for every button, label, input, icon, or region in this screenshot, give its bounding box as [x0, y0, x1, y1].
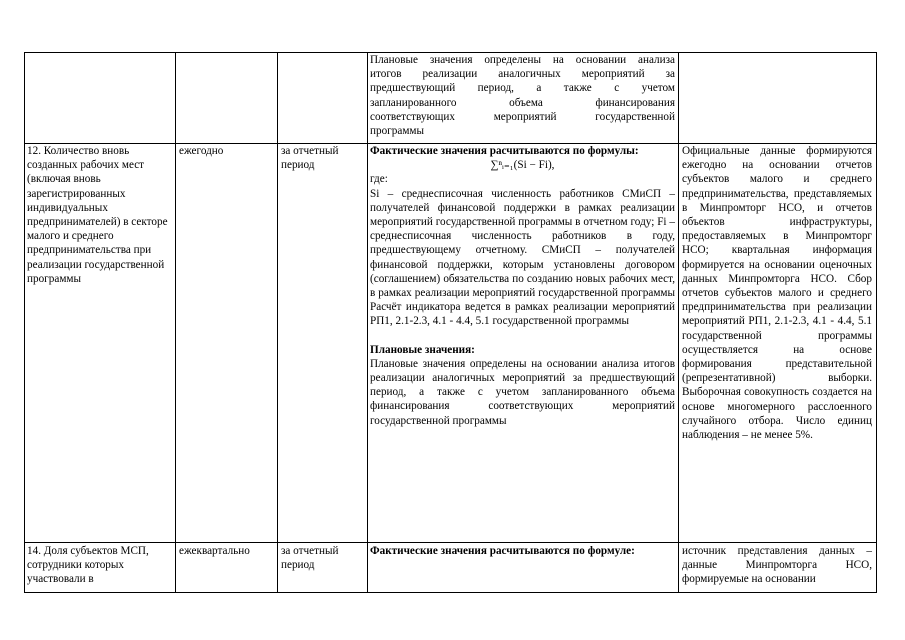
text-line: соответствующих мероприятий государственной: [370, 110, 675, 123]
data-source-12: Официальные данные формируются ежегодно на основании отчетов субъектов малого и среднего предпринимательства, представляемых в Минпромторг НСО, и отчетов объектов инфраструктуры, предоставляемых в Минпромторг НСО; квартальная информация формируется на основании оценочных данных Минпромторга НСО. Сбор отчетов субъектов малого и среднего предпринимательства при реализации мероприятий РП1, 2.1-2.3, 4.1 - 4.4, 5.1 государственной программы осуществляется на основе формирования представительной (репрезентативной) выборки. Выборочная совокупность создается на основе многомерного расслоенного случайного отбора. Число единиц наблюдения – не менее 5%.: [682, 145, 872, 442]
plan-values-text-continued: [370, 53, 675, 138]
data-source-14: источник представления данных – данные Минпромторга НСО, формируемые на основании: [682, 545, 872, 586]
text-line: итогов реализации аналогичных мероприятий за: [370, 68, 675, 81]
text-line: Плановые значения определены на основании анализа: [370, 54, 675, 66]
plan-text: Плановые значения определены на основании анализа итогов реализации аналогичных мероприятий за предшествующий период, а также с учетом запланированного объема финансирования соответствующих мероприятий государственной программы: [370, 357, 675, 427]
text-line: запланированного объема финансирования: [370, 96, 675, 109]
frequency-14: ежеквартально: [179, 545, 250, 557]
indicator-name-12: 12. Количество вновь созданных рабочих мест (включая вновь зарегистрированных индивидуальных предпринимателей) в секторе малого и среднего предпринимательства при реализации государственной программы: [27, 145, 168, 285]
text-line: предшествующий период, а также с учетом: [370, 82, 675, 95]
formula: ∑ⁿᵢ₌₁(Si − Fi),: [490, 159, 555, 172]
indicator-name-14: 14. Доля субъектов МСП, сотрудники которых участвовали в: [27, 545, 149, 586]
text-line: программы: [370, 125, 424, 138]
method-text: Si – среднесписочная численность работников СМиСП – получателей финансовой поддержки в рамках реализации мероприятий государственной программы в отчетном году; Fi – среднесписочная численность работников в году, предшествующему отчетному. СМиСП – получателей финансовой поддержки, которым установлены договором (соглашением) обязательства по созданию новых рабочих мест, в рамках реализации мероприятий государственной программы Расчёт индикатора ведется в рамках реализации мероприятий РП1, 2.1-2.3, 4.1 - 4.4, 5.1 государственной программы: [370, 187, 675, 328]
fact-heading-14: Фактические значения расчитываются по формуле:: [370, 545, 635, 557]
frequency-12: ежегодно: [179, 145, 224, 157]
period-12: за отчетный период: [281, 145, 339, 172]
where-label: где:: [370, 173, 388, 186]
period-14: за отчетный период: [281, 545, 339, 572]
calculation-method-12: [370, 144, 675, 428]
fact-heading: Фактические значения расчитываются по формулы:: [370, 145, 639, 157]
plan-heading: Плановые значения:: [370, 343, 475, 356]
indicator-table: [24, 52, 877, 593]
